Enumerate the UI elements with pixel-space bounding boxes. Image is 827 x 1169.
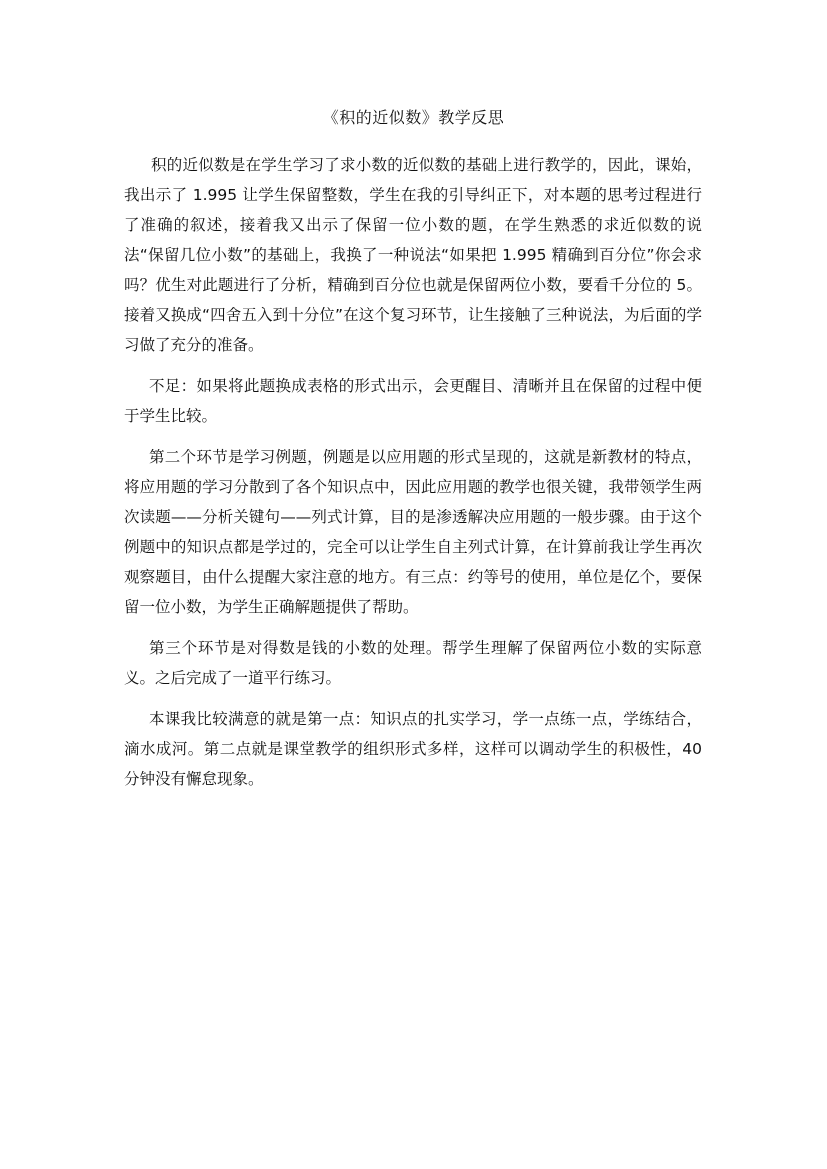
paragraph-shortcoming: 不足：如果将此题换成表格的形式出示，会更醒目、清晰并且在保留的过程中便于学生比较。 bbox=[124, 377, 702, 425]
paragraph-conclusion: 本课我比较满意的就是第一点：知识点的扎实学习，学一点练一点，学练结合，滴水成河。第二点就是课堂教学的组织形式多样，这样可以调动学生的积极性，40 分钟没有懈怠现象。 bbox=[124, 710, 702, 788]
document-title: 《积的近似数》教学反思 bbox=[322, 108, 505, 127]
document-body bbox=[124, 150, 702, 805]
paragraph-second-section: 第二个环节是学习例题，例题是以应用题的形式呈现的，这就是新教材的特点，将应用题的学习分散到了各个知识点中，因此应用题的教学也很关键，我带领学生两次读题——分析关键句——列式计算，目的是渗透解决应用题的一般步骤。由于这个例题中的知识点都是学过的，完全可以让学生自主列式计算，在计算前我让学生再次观察题目，由什么提醒大家注意的地方。有三点：约等号的使用，单位是亿个，要保留一位小数，为学生正确解题提供了帮助。 bbox=[124, 448, 702, 616]
paragraph-third-section: 第三个环节是对得数是钱的小数的处理。帮学生理解了保留两位小数的实际意义。之后完成了一道平行练习。 bbox=[124, 639, 702, 687]
paragraph-intro: 积的近似数是在学生学习了求小数的近似数的基础上进行教学的，因此，课始，我出示了 1.995 让学生保留整数，学生在我的引导纠正下，对本题的思考过程进行了准确的叙述，接着我又出示了保留一位小数的题，在学生熟悉的求近似数的说法“保留几位小数”的基础上，我换了一种说法“如果把 1.995 精确到百分位”你会求吗？优生对此题进行了分析，精确到百分位也就是保留两位小数，要看千分位的 5。接着又换成“四舍五入到十分位”在这个复习环节，让生接触了三种说法，为后面的学习做了充分的准备。 bbox=[124, 156, 702, 354]
